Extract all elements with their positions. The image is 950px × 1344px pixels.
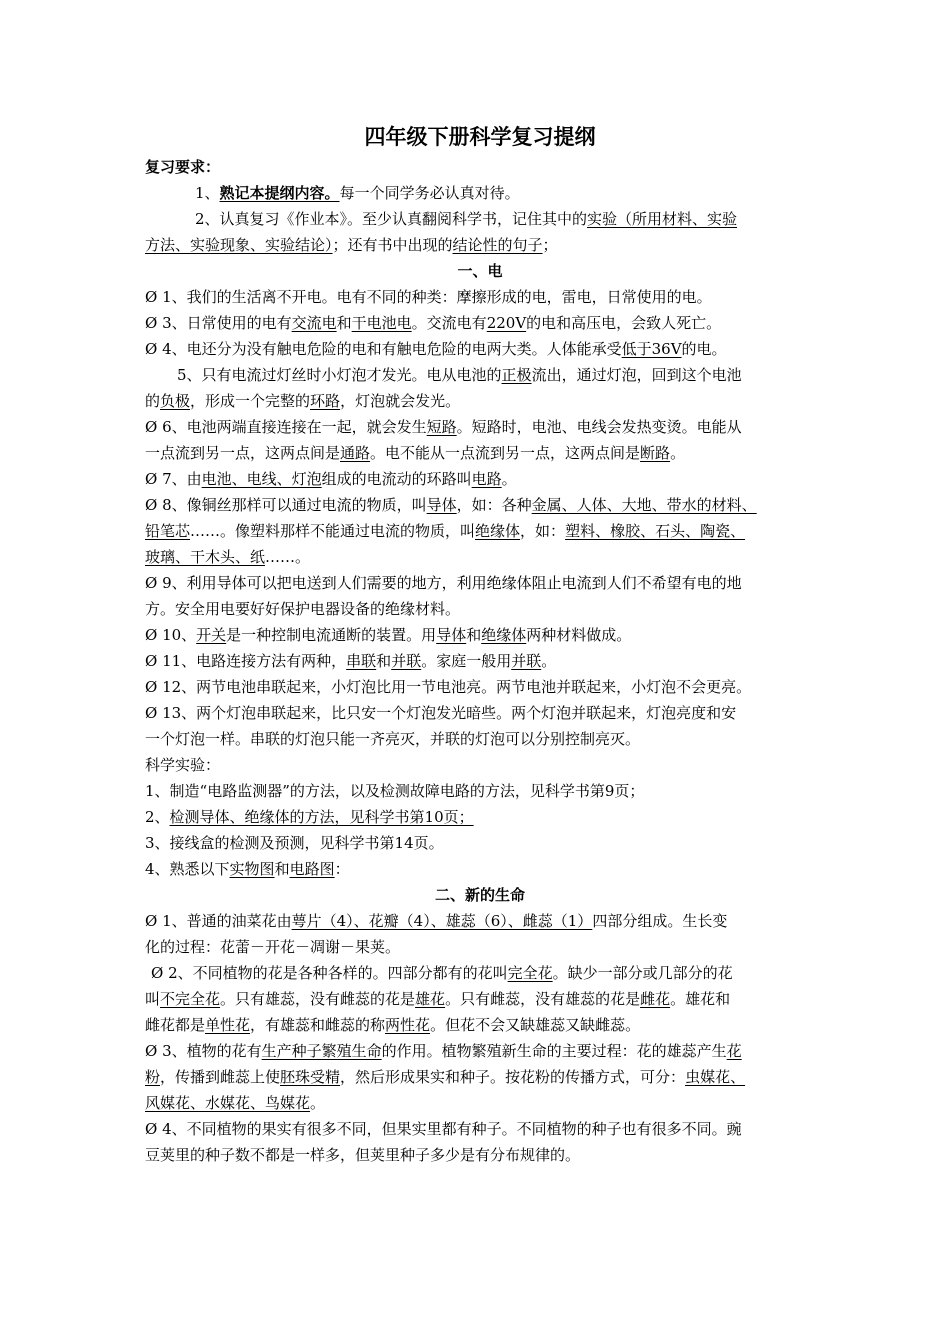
underlined-text: 短路 [426, 418, 457, 436]
text-line [145, 960, 815, 986]
underlined-text: 电路 [471, 470, 502, 488]
text-span: 的电和高压电，会致人死亡。 [526, 314, 722, 332]
text-span: 叫 [145, 990, 161, 1008]
text-line [145, 778, 815, 804]
text-line [145, 856, 815, 882]
text-line [145, 362, 815, 388]
underlined-text: 铅笔芯 [145, 522, 191, 540]
text-line [145, 440, 815, 466]
text-span: 1、 [195, 184, 220, 202]
text-span: 。但花不会又缺雄蕊又缺雌蕊。 [430, 1016, 641, 1034]
underlined-text: 低于36V [621, 340, 682, 358]
text-span: Ø 4、电还分为没有触电危险的电和有触电危险的电两大类。人体能承受 [145, 340, 622, 358]
text-span: ，如： [520, 522, 566, 540]
underlined-text: 绝缘体 [475, 522, 521, 540]
text-span: ： [334, 860, 350, 878]
text-span: ，如：各种 [456, 496, 532, 514]
text-span: Ø 3、植物的花有 [145, 1042, 262, 1060]
text-span: 两种材料做成。 [526, 626, 632, 644]
text-span: 1、制造“电路监测器”的方法，以及检测故障电路的方法，见科学书第9页； [145, 782, 645, 800]
text-span: Ø 7、由 [145, 470, 202, 488]
underlined-text: 风媒花、水媒花、鸟媒花 [145, 1094, 311, 1112]
underlined-text: 实验（所用材料、实验 [587, 210, 738, 228]
underlined-text: 负极 [160, 392, 191, 410]
text-span: Ø 3、日常使用的电有 [145, 314, 292, 332]
underlined-text: 雄花 [415, 990, 446, 1008]
text-span: 是一种控制电流通断的装置。用 [226, 626, 437, 644]
text-span: ，有雄蕊和雌蕊的称 [250, 1016, 386, 1034]
text-span: ，形成一个完整的 [190, 392, 311, 410]
text-span: ，灯泡就会发光。 [340, 392, 461, 410]
underlined-text: 检测导体、绝缘体的方法，见科学书第10页； [169, 808, 474, 826]
text-span: ；还有书中出现的 [332, 236, 453, 254]
underlined-text: 金属、人体、大地、带水的材料、 [531, 496, 757, 514]
text-span: ……。像塑料那样不能通过电流的物质，叫 [190, 522, 476, 540]
text-line [145, 492, 815, 518]
text-span: 。短路时，电池、电线会发热变烫。电能从 [456, 418, 742, 436]
text-line [145, 466, 815, 492]
text-span: Ø 4、不同植物的果实有很多不同，但果实里都有种子。不同植物的种子也有很多不同。豌 [145, 1120, 742, 1138]
text-span: 和 [336, 314, 352, 332]
text-span: 的作用。植物繁殖新生命的主要过程：花的雄蕊产生 [381, 1042, 727, 1060]
text-span: ； [542, 236, 558, 254]
text-span: Ø 6、电池两端直接连接在一起，就会发生 [145, 418, 427, 436]
text-span: Ø 10、 [145, 626, 197, 644]
underlined-text: 实物图 [229, 860, 275, 878]
text-line [145, 180, 815, 206]
text-span: 科学实验： [145, 756, 221, 774]
text-span: ……。 [265, 548, 311, 566]
document-page [145, 120, 815, 1168]
underlined-text: 雌花 [640, 990, 671, 1008]
text-line [145, 622, 815, 648]
text-line [145, 232, 815, 258]
underlined-text: 通路 [340, 444, 371, 462]
underlined-text: 开关 [196, 626, 227, 644]
text-span: 流出，通过灯泡，回到这个电池 [531, 366, 742, 384]
text-span: 。电不能从一点流到另一点，这两点间是 [370, 444, 641, 462]
text-line [145, 804, 815, 830]
text-line [145, 726, 815, 752]
text-span: 一个灯泡一样。串联的灯泡只能一齐亮灭，并联的灯泡可以分别控制亮灭。 [145, 730, 641, 748]
underlined-text: 绝缘体 [481, 626, 527, 644]
underlined-text: 单性花 [205, 1016, 251, 1034]
text-span: Ø 11、电路连接方法有两种， [145, 652, 347, 670]
text-span: Ø 9、利用导体可以把电送到人们需要的地方，利用绝缘体阻止电流到人们不希望有电的地 [145, 574, 742, 592]
text-line [145, 674, 815, 700]
underlined-text: 虫媒花、 [685, 1068, 746, 1086]
text-span: 。 [541, 652, 557, 670]
text-line [145, 700, 815, 726]
underlined-text: 220V [486, 314, 527, 332]
underlined-text: 并联 [511, 652, 542, 670]
text-span: 和 [466, 626, 482, 644]
text-span: 的 [145, 392, 161, 410]
text-span: 组成的电流动的环路叫 [321, 470, 472, 488]
text-line [145, 830, 815, 856]
underlined-text: 电路图 [289, 860, 335, 878]
text-span: 和 [274, 860, 290, 878]
text-line [145, 206, 815, 232]
text-span: 4、熟悉以下 [145, 860, 230, 878]
underlined-text: 两性花 [385, 1016, 431, 1034]
underlined-text: 断路 [640, 444, 671, 462]
text-span: 雌花都是 [145, 1016, 206, 1034]
text-line [145, 336, 815, 362]
text-line [145, 596, 815, 622]
underlined-text: 完全花 [507, 964, 553, 982]
text-line [145, 648, 815, 674]
review-heading: 复习要求： [145, 158, 221, 176]
text-line [145, 544, 815, 570]
text-span: 二、新的生命 [434, 886, 525, 904]
underlined-text: 环路 [310, 392, 341, 410]
document-body [145, 180, 815, 1168]
underlined-text: 导体 [436, 626, 467, 644]
text-span: 的电。 [681, 340, 727, 358]
text-span: 。 [310, 1094, 326, 1112]
text-span: 方。安全用电要好好保护电器设备的绝缘材料。 [145, 600, 461, 618]
text-span: 。家庭一般用 [421, 652, 512, 670]
underlined-text: 正极 [501, 366, 532, 384]
underlined-text: 串联 [346, 652, 377, 670]
underlined-text: 干电池电 [351, 314, 412, 332]
text-line [145, 1142, 815, 1168]
underlined-text: 塑料、橡胶、石头、陶瓷、 [565, 522, 746, 540]
underlined-text: 方法、实验现象、实验结论） [145, 236, 333, 254]
text-line [145, 752, 815, 778]
text-span: Ø 1、我们的生活离不开电。电有不同的种类：摩擦形成的电，雷电，日常使用的电。 [145, 288, 712, 306]
underlined-text: 胚珠受精 [280, 1068, 341, 1086]
text-line [145, 1090, 815, 1116]
text-span: Ø 13、两个灯泡串联起来，比只安一个灯泡发光暗些。两个灯泡并联起来，灯泡亮度和安 [145, 704, 737, 722]
text-span: ，然后形成果实和种子。按花粉的传播方式，可分： [340, 1068, 686, 1086]
underlined-text: 花 [726, 1042, 742, 1060]
text-line [145, 908, 815, 934]
section-heading [145, 258, 815, 284]
text-span: Ø 2、不同植物的花是各种各样的。四部分都有的花叫 [151, 964, 508, 982]
underlined-text: 结论性的句子 [452, 236, 543, 254]
text-line [145, 1116, 815, 1142]
underlined-text: 生产种子繁殖生命 [261, 1042, 382, 1060]
text-line [145, 1064, 815, 1090]
text-span: 3、接线盒的检测及预测，见科学书第14页。 [145, 834, 444, 852]
text-line [145, 986, 815, 1012]
underlined-text: 并联 [391, 652, 422, 670]
text-span: 。缺少一部分或几部分的花 [552, 964, 733, 982]
text-line [145, 388, 815, 414]
text-line [145, 570, 815, 596]
underlined-text: 粉 [145, 1068, 161, 1086]
underlined-text: 交流电 [291, 314, 337, 332]
text-span: ，传播到雌蕊上使 [160, 1068, 281, 1086]
underlined-text: 萼片（4）、花瓣（4）、雄蕊（6）、雌蕊（1） [291, 912, 593, 930]
text-span: 和 [376, 652, 392, 670]
text-span: Ø 8、像铜丝那样可以通过电流的物质，叫 [145, 496, 427, 514]
underlined-text: 玻璃、干木头、纸 [145, 548, 266, 566]
text-line [145, 1012, 815, 1038]
text-span: 2、认真复习《作业本》。至少认真翻阅科学书，记住其中的 [195, 210, 588, 228]
text-line [145, 414, 815, 440]
text-span: 豆荚里的种子数不都是一样多，但荚里种子多少是有分布规律的。 [145, 1146, 581, 1164]
text-line [145, 310, 815, 336]
text-line [145, 284, 815, 310]
text-line [145, 518, 815, 544]
text-line [145, 1038, 815, 1064]
text-span: 5、只有电流过灯丝时小灯泡才发光。电从电池的 [177, 366, 502, 384]
underlined-text: 不完全花 [160, 990, 221, 1008]
text-span: 每一个同学务必认真对待。 [339, 184, 520, 202]
text-span: 。只有雄蕊，没有雌蕊的花是 [220, 990, 416, 1008]
underlined-text: 熟记本提纲内容。 [219, 184, 340, 202]
text-line [145, 934, 815, 960]
text-span: Ø 1、普通的油菜花由 [145, 912, 292, 930]
text-span: 。 [501, 470, 517, 488]
text-span: Ø 12、两节电池串联起来，小灯泡比用一节电池亮。两节电池并联起来，小灯泡不会更亮。 [145, 678, 752, 696]
page-title: 四年级下册科学复习提纲 [364, 125, 596, 149]
text-span: 化的过程：花蕾－开花－凋谢－果荚。 [145, 938, 401, 956]
text-span: 。 [670, 444, 686, 462]
text-span: 2、 [145, 808, 170, 826]
underlined-text: 电池、电线、灯泡 [201, 470, 322, 488]
text-span: 一点流到另一点，这两点间是 [145, 444, 341, 462]
text-span: 一、电 [457, 262, 503, 280]
underlined-text: 导体 [426, 496, 457, 514]
section-heading [145, 882, 815, 908]
text-span: 。雄花和 [670, 990, 731, 1008]
text-span: 四部分组成。生长变 [592, 912, 728, 930]
text-span: 。交流电有 [411, 314, 487, 332]
text-span: 。只有雌蕊，没有雄蕊的花是 [445, 990, 641, 1008]
